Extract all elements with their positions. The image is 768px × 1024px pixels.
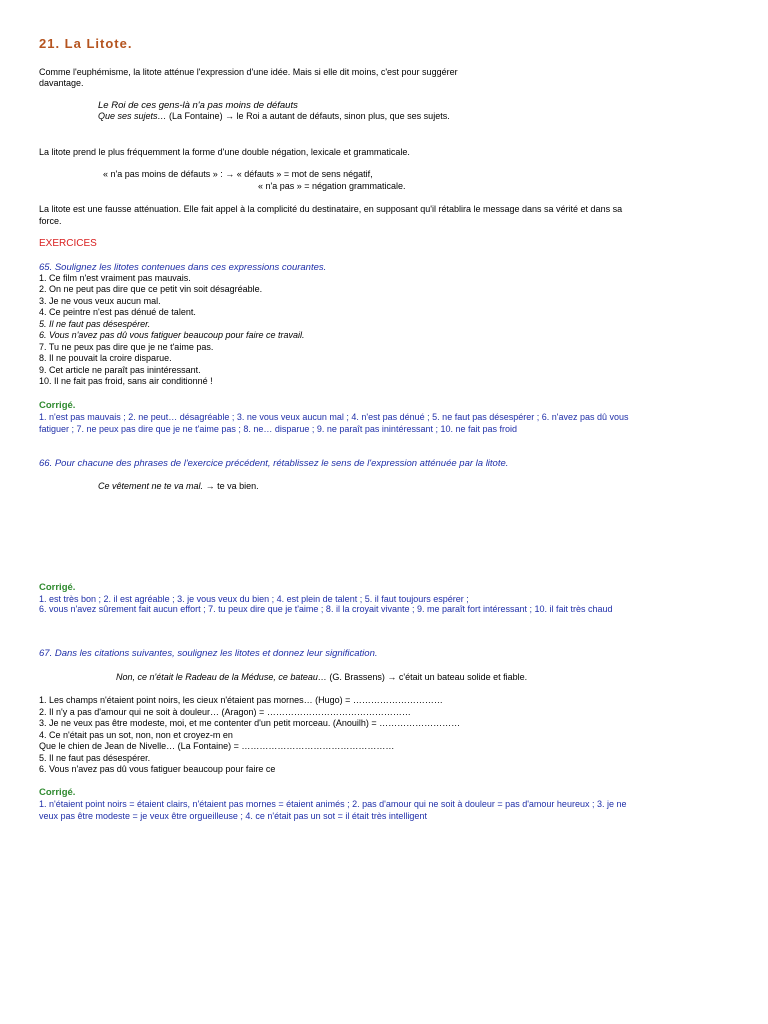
example-quote: Le Roi de ces gens-là n'a pas moins de défauts: [98, 100, 298, 111]
attenuation-line-2: force.: [39, 216, 62, 226]
exercices-heading: EXERCICES: [39, 238, 97, 249]
list-item: 5. Il ne faut pas désespérer.: [39, 319, 151, 329]
ex66-example: [98, 481, 259, 492]
ex65-corrige-line-1: 1. n'est pas mauvais ; 2. ne peut… désagréable ; 3. ne vous veux aucun mal ; 4. n'est pas dénué ; 5. ne faut pas désespérer ; 6. n'avez pas dû vous: [39, 412, 629, 422]
list-item: 3. Je ne vous veux aucun mal.: [39, 296, 161, 306]
intro-line-1: Comme l'euphémisme, la litote atténue l'expression d'une idée. Mais si elle dit moins, c'est pour suggérer: [39, 67, 458, 77]
list-item: 6. Vous n'avez pas dû vous fatiguer beaucoup pour faire ce: [39, 764, 276, 774]
ex66-example-sentence: Ce vêtement ne te va mal.: [98, 481, 204, 491]
list-item: 1. Les champs n'étaient point noirs, les cieux n'étaient pas mornes… (Hugo) = …………………………: [39, 695, 443, 705]
list-item: 2. Il n'y a pas d'amour qui ne soit à douleur… (Aragon) = …………………………………………: [39, 707, 411, 717]
list-item: Que le chien de Jean de Nivelle… (La Fontaine) = ……………………………………………: [39, 741, 395, 751]
page-title: 21. La Litote.: [39, 36, 133, 51]
ex67-corrige-line-2: veux pas être modeste = je veux être orgueilleuse ; 4. ce n'était pas un sot = il était très intelligent: [39, 811, 427, 821]
ex67-example-answer: (G. Brassens) → c'était un bateau solide et fiable.: [326, 672, 528, 682]
ex66-question: 66. Pour chacune des phrases de l'exercice précédent, rétablissez le sens de l'expression atténuée par la litote.: [39, 458, 509, 469]
list-item: 10. Il ne fait pas froid, sans air conditionné !: [39, 376, 213, 386]
list-item: 3. Je ne veux pas être modeste, moi, et me contenter d'un petit morceau. (Anouilh) = ………………………: [39, 718, 461, 728]
ex67-corrige-line-1: 1. n'étaient point noirs = étaient clairs, n'étaient pas mornes = étaient animés ; 2. pas d'amour qui ne soit à douleur = pas d'amour heureux ; 3. je ne: [39, 799, 627, 809]
form-paragraph: La litote prend le plus fréquemment la forme d'une double négation, lexicale et grammaticale.: [39, 147, 410, 157]
attenuation-line-1: La litote est une fausse atténuation. Elle fait appel à la complicité du destinataire, en supposant qu'il rétablira le message dans sa vérité et dans sa: [39, 204, 623, 214]
ex66-example-answer: → te va bien.: [203, 481, 259, 491]
list-item: 9. Cet article ne paraît pas inintéressant.: [39, 365, 201, 375]
list-item: 1. Ce film n'est vraiment pas mauvais.: [39, 273, 191, 283]
ex65-question: 65. Soulignez les litotes contenues dans ces expressions courantes.: [39, 262, 327, 273]
ex65-corrige-label: Corrigé.: [39, 400, 76, 411]
example-quote-2: Que ses sujets…: [98, 111, 167, 121]
list-item: 5. Il ne faut pas désespérer.: [39, 753, 151, 763]
list-item: 6. Vous n'avez pas dû vous fatiguer beaucoup pour faire ce travail.: [39, 330, 305, 340]
list-item: 8. Il ne pouvait la croire disparue.: [39, 353, 172, 363]
analysis-line-2: « n'a pas » = négation grammaticale.: [258, 181, 406, 191]
list-item: 4. Ce n'était pas un sot, non, non et croyez-m en: [39, 730, 233, 740]
intro-line-2: davantage.: [39, 78, 84, 88]
ex67-question: 67. Dans les citations suivantes, soulignez les litotes et donnez leur signification.: [39, 648, 378, 659]
list-item: 7. Tu ne peux pas dire que je ne t'aime pas.: [39, 342, 214, 352]
ex66-corrige-label: Corrigé.: [39, 582, 76, 593]
ex67-corrige-label: Corrigé.: [39, 787, 76, 798]
ex66-corrige-line-1: 1. est très bon ; 2. il est agréable ; 3. je vous veux du bien ; 4. est plein de talent ; 5. il faut toujours espérer ;: [39, 594, 469, 604]
example-quote-line-2: [98, 111, 450, 122]
ex67-example-quote: Non, ce n'était le Radeau de la Méduse, ce bateau…: [116, 672, 327, 682]
example-explanation: (La Fontaine) → le Roi a autant de défauts, sinon plus, que ses sujets.: [166, 111, 450, 121]
ex65-corrige-line-2: fatiguer ; 7. ne peux pas dire que je ne t'aime pas ; 8. ne… disparue ; 9. ne paraît pas inintéressant ; 10. ne fait pas froid: [39, 424, 518, 434]
analysis-line-1: « n'a pas moins de défauts » : → « défauts » = mot de sens négatif,: [103, 169, 373, 179]
ex66-corrige-line-2: 6. vous n'avez sûrement fait aucun effort ; 7. tu peux dire que je t'aime ; 8. il la croyait vivante ; 9. me paraît fort intéressant ; 10. il fait très chaud: [39, 604, 613, 614]
list-item: 4. Ce peintre n'est pas dénué de talent.: [39, 307, 196, 317]
ex67-example: [116, 672, 527, 683]
list-item: 2. On ne peut pas dire que ce petit vin soit désagréable.: [39, 284, 263, 294]
